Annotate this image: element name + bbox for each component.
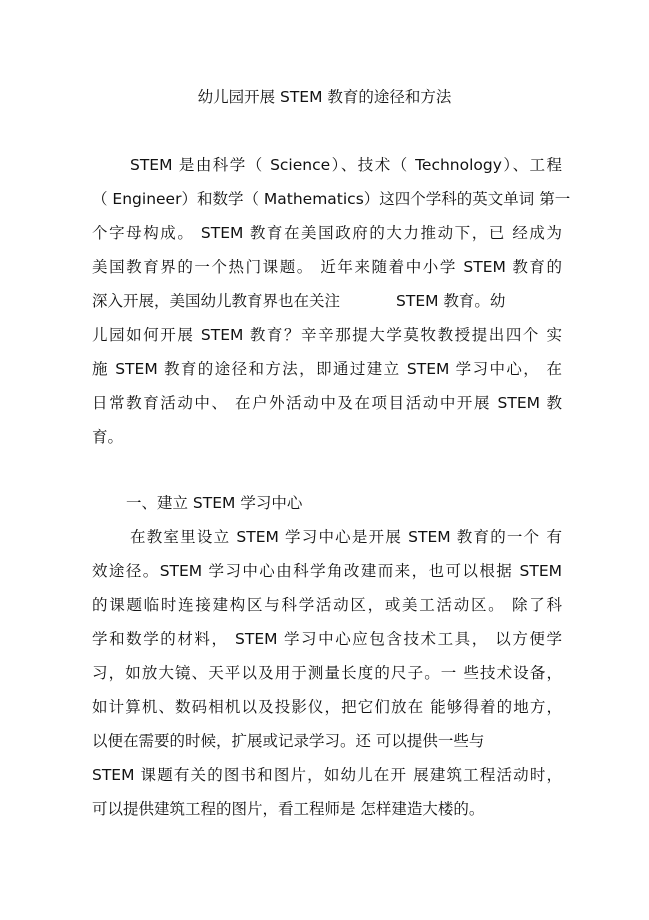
intro-line: [92, 358, 562, 380]
intro-line: [92, 392, 562, 414]
section-line-text: 学和数学的材料， STEM 学习中心应包含技术工具， 以方便学: [92, 630, 562, 648]
section-line: [92, 628, 562, 650]
section-line-text: 在教室里设立 STEM 学习中心是开展 STEM 教育的一个 有: [130, 528, 562, 546]
section-line: [92, 730, 562, 752]
intro-line-text: STEM 是由科学（ Science）、技术（ Technology）、工程: [130, 156, 562, 174]
section-line-text: 如计算机、数码相机以及投影仪，把它们放在 能够得着的地方，: [92, 698, 562, 716]
document-title: 幼儿园开展 STEM 教育的途径和方法: [197, 88, 452, 106]
intro-line-text: 美国教育界的一个热门课题。 近年来随着中小学 STEM 教育的: [92, 258, 562, 276]
intro-line-text: 施 STEM 教育的途径和方法，即通过建立 STEM 学习中心， 在: [92, 360, 562, 378]
intro-line-text-continued: STEM 教育。幼: [396, 292, 506, 310]
intro-line-text: 日常教育活动中、 在户外活动中及在项目活动中开展 STEM 教: [92, 394, 562, 412]
intro-line: [130, 154, 562, 176]
section-line: [92, 696, 562, 718]
intro-line-text: 育。: [92, 428, 124, 446]
intro-line: [92, 222, 562, 244]
section-line: [92, 594, 562, 616]
section-line: [130, 526, 562, 548]
section-line: [92, 764, 562, 786]
intro-line: [92, 188, 571, 210]
intro-line-text: （ Engineer）和数学（ Mathematics）这四个学科的英文单词 第一: [92, 190, 571, 208]
section-line-text: 可以提供建筑工程的图片，看工程师是 怎样建造大楼的。: [92, 800, 485, 818]
intro-line: [92, 324, 562, 346]
intro-line-text: 深入开展，美国幼儿教育界也在关注: [92, 292, 341, 310]
section-heading: 一、建立 STEM 学习中心: [126, 494, 303, 512]
intro-line: [92, 290, 562, 312]
section-line-text: 效途径。STEM 学习中心由科学角改建而来，也可以根据 STEM: [92, 562, 562, 580]
intro-line: [92, 426, 562, 448]
intro-line: [92, 256, 562, 278]
section-line: [92, 798, 562, 820]
section-line-text: STEM 课题有关的图书和图片，如幼儿在开 展建筑工程活动时，: [92, 766, 562, 784]
intro-line-text: 儿园如何开展 STEM 教育？辛辛那提大学莫牧教授提出四个 实: [92, 326, 562, 344]
section-line-text: 习，如放大镜、天平以及用于测量长度的尺子。一 些技术设备，: [92, 664, 562, 682]
section-line-text: 以便在需要的时候，扩展或记录学习。还 可以提供一些与: [92, 732, 485, 750]
section-line: [92, 662, 562, 684]
section-line-text: 的课题临时连接建构区与科学活动区，或美工活动区。 除了科: [92, 596, 562, 614]
intro-line-text: 个字母构成。 STEM 教育在美国政府的大力推动下，已 经成为: [92, 224, 562, 242]
section-line: [92, 560, 562, 582]
